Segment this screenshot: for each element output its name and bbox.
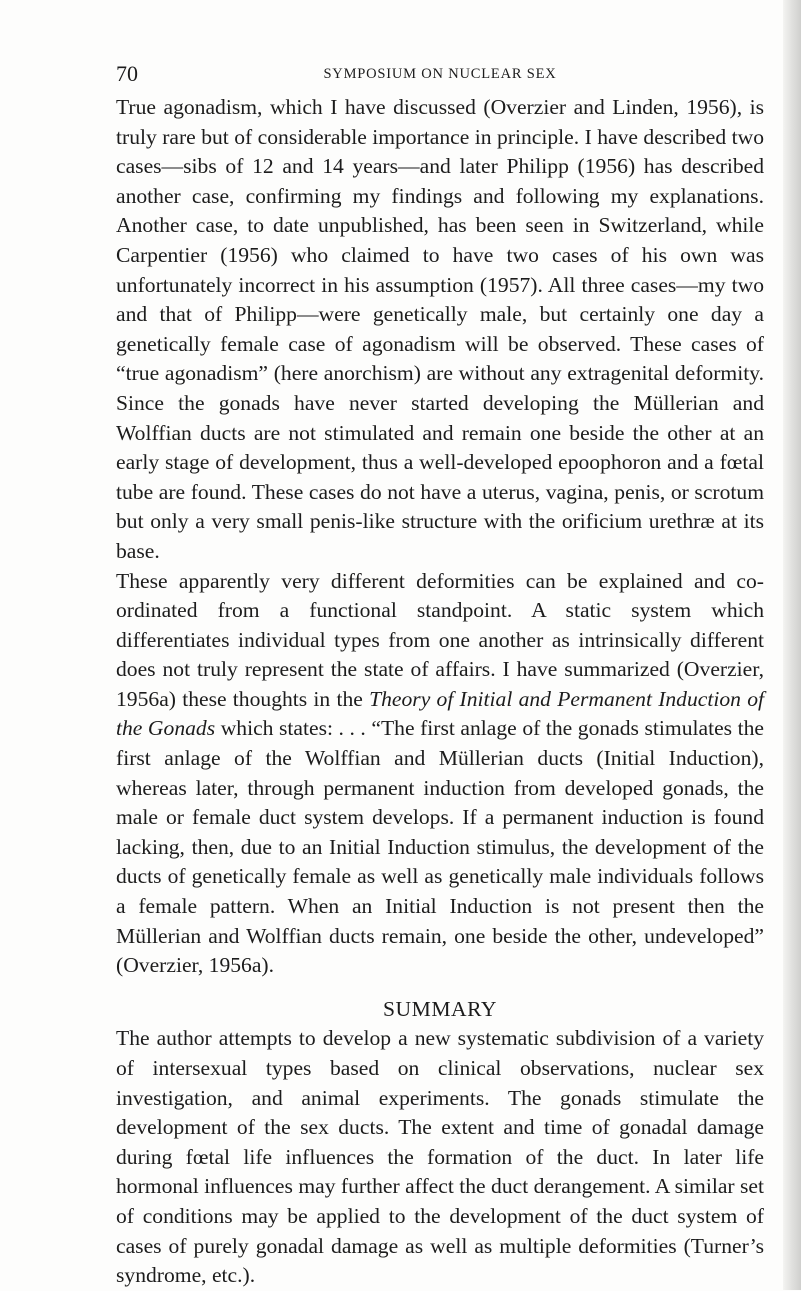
paragraph-functional-standpoint (116, 567, 764, 981)
running-head (116, 62, 764, 86)
summary-heading: SUMMARY (383, 996, 497, 1021)
page-edge-shadow (783, 0, 801, 1290)
paragraph-text-after-title: which states: . . . “The first anlage of the gonads stimulates the first anlage of the Wolffian and Müllerian ducts (Initial Induction), whereas later, through permanent induction from developed gonads, the male or female duct system develops. If a permanent induction is found lacking, then, due to an Initial Induction stimulus, the development of the ducts of genetically female as well as genetically male individuals follows a female pattern. When an Initial Induction is not present then the Müllerian and Wolffian ducts remain, one beside the other, undeveloped” (Overzier, 1956a). (116, 716, 765, 978)
body-text (116, 93, 764, 1291)
paragraph-true-agonadism: True agonadism, which I have discussed (Overzier and Linden, 1956), is truly rare but of considerable importance in principle. I have described two cases—sibs of 12 and 14 years—and later Philipp (1956) has described another case, confirming my findings and following my explanations. Another case, to date unpublished, has been seen in Switzerland, while Carpentier (1956) who claimed to have two cases of his own was unfortunately incorrect in his assumption (1957). All three cases—my two and that of Philipp—were genetically male, but certainly one day a genetically female case of agonadism will be observed. These cases of “true agonadism” (here anorchism) are without any extragenital deformity. Since the gonads have never started developing the Müllerian and Wolffian ducts are not stimulated and remain one beside the other at an early stage of development, thus a well-developed epoophoron and a fœtal tube are found. These cases do not have a uterus, vagina, penis, or scrotum but only a very small penis-like structure with the orificium urethræ at its base. (116, 95, 764, 563)
theory-title: Theory of Initial and Permanent Induction of the Gonads (116, 686, 764, 741)
paragraph-text-before-title: These apparently very different deformities can be explained and co-ordinated from a functional standpoint. A static system which differentiates individual types from one another as intrinsically different does not truly represent the state of affairs. I have summarized (Overzier, 1956a) these thoughts in the (116, 568, 764, 711)
page-number: 70 (116, 61, 138, 86)
summary-paragraph: The author attempts to develop a new systematic subdivision of a variety of intersexual types based on clinical observations, nuclear sex investigation, and animal experiments. The gonads stimulate the development of the sex ducts. The extent and time of gonadal damage during fœtal life influences the formation of the duct. In later life hormonal influences may further affect the duct derangement. A similar set of conditions may be applied to the development of the duct system of cases of purely gonadal damage as well as multiple deformities (Turner’s syndrome, etc.). (116, 1026, 764, 1288)
running-title: SYMPOSIUM ON NUCLEAR SEX (323, 66, 557, 82)
